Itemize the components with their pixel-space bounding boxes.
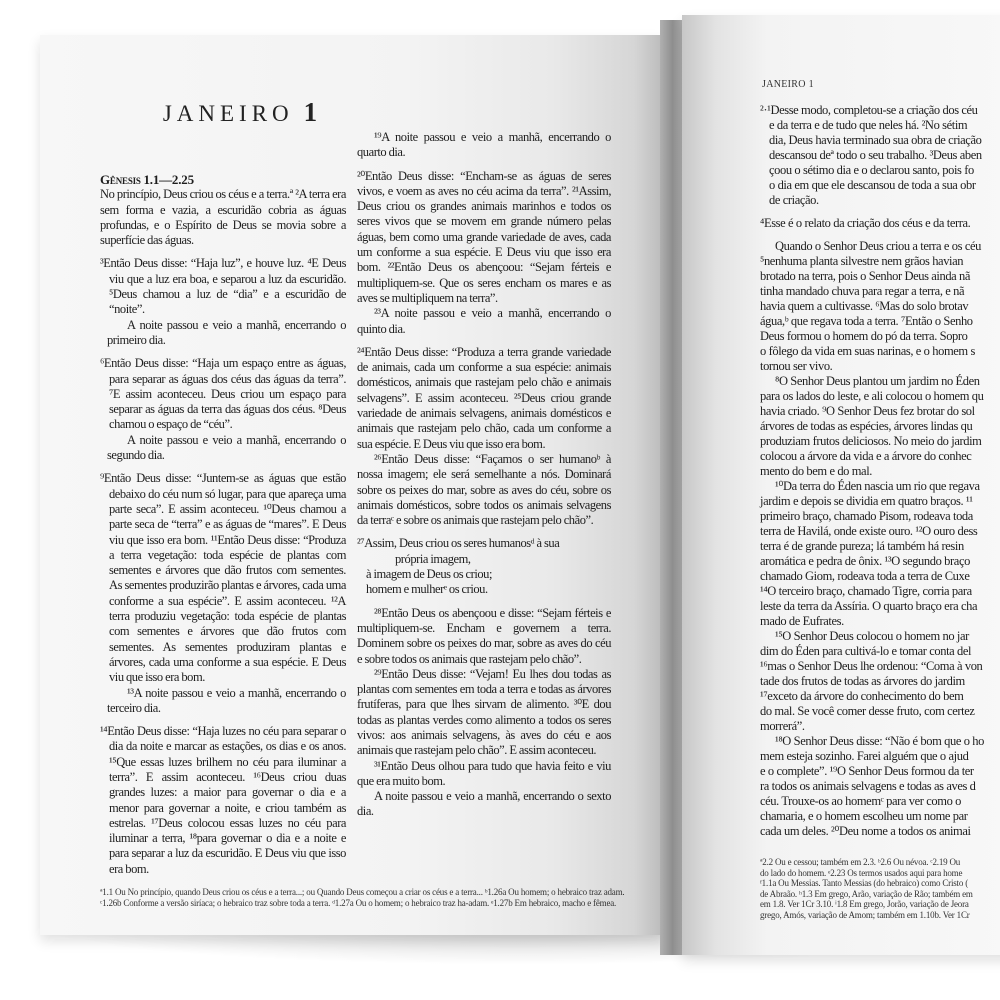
scripture-paragraph: ⁶Então Deus disse: “Haja um espaço entre as águas, para separar as águas dos céus das águas da terra”. ⁷E assim aconteceu. Deus criou um espaço para separar as águas da terra das águas dos céus. ⁸Deus chamou o espaço de “céu”.	[100, 356, 346, 432]
text-line: jardim e depois se dividia em quatro braços. ¹¹	[760, 494, 973, 508]
text-line: ¹⁷exceto da árvore do conhecimento do bem	[760, 689, 964, 703]
left-page	[40, 35, 665, 935]
text-line: çoou o sétimo dia e o declarou santo, pois fo	[769, 163, 974, 177]
scripture-paragraph: ²⁸Então Deus os abençoou e disse: “Sejam férteis e multipliquem-se. Encham e governem a terra. Dominem sobre os peixes do mar, sobre as aves do céu e sobre todos os animais que rastejam pelo chão”.	[357, 605, 611, 666]
footnote-line: grego, Amós, variação de Amom; também em 1.10b. Ver 1Cr	[760, 909, 970, 920]
page-title	[135, 97, 345, 128]
title-day: 1	[303, 97, 318, 127]
text-line: ⁸O Senhor Deus plantou um jardim no Éden	[775, 374, 980, 388]
text-line: chamado Giom, rodeava toda a terra de Cuxe	[760, 569, 970, 583]
text-line: produziam frutos deliciosos. No meio do jardim	[760, 434, 982, 448]
text-line: terra de Havilá, onde existe ouro. ¹²O ouro dess	[760, 524, 978, 538]
scripture-paragraph	[760, 479, 1000, 629]
text-line: o fôlego da vida em suas narinas, e o homem s	[760, 344, 975, 358]
text-line: mem esteja sozinho. Farei alguém que o ajud	[760, 749, 969, 763]
scripture-paragraph	[760, 239, 1000, 374]
scripture-paragraph: ¹³A noite passou e veio a manhã, encerrando o terceiro dia.	[107, 685, 346, 715]
scripture-paragraph: ³Então Deus disse: “Haja luz”, e houve luz. ⁴E Deus viu que a luz era boa, e separou a luz da escuridão. ⁵Deus chamou a luz de “dia” e a escuridão de “noite”.	[100, 256, 346, 317]
text-line: céu. Trouxe-os ao homemᶜ para ver como o	[760, 794, 962, 808]
text-line: de criação.	[769, 193, 819, 207]
scripture-paragraph: ³¹Então Deus olhou para tudo que havia feito e viu que era muito bom.	[357, 758, 611, 788]
footnotes: ª1.1 Ou No princípio, quando Deus criou os céus e a terra...; ou Quando Deus começou a criar os céus e a terra... ᵇ1.26a Ou homem; o hebraico traz adam. ᶜ1.26b Conforme a versão siríaca; o hebraico traz sobre toda a terra. ᵈ1.27a Ou o homem; o hebraico traz ha-adam. ᵉ1.27b Em hebraico, macho e fêmea.	[100, 887, 625, 908]
text-line: para os lados do leste, e ali colocou o homem qu	[760, 389, 984, 403]
scripture-paragraph: ²⁰Então Deus disse: “Encham-se as águas de seres vivos, e voem as aves no céu acima da terra”. ²¹Assim, Deus criou os grandes animais marinhos e todos os seres vivos que se movem em grande número pelas águas, bem como uma grande variedade de aves, cada um conforme a sua espécie. E Deus viu que isso era bom. ²²Então Deus os abençoou: “Sejam férteis e multipliquem-se. Que os seres encham os mares e as aves se multipliquem na terra”.	[357, 168, 611, 305]
scripture-paragraph	[760, 374, 1000, 479]
footnote-line: do lado do homem. ᵉ2.23 Os termos usados aqui para home	[760, 867, 963, 878]
left-column-2	[357, 130, 611, 820]
text-line: mento do bem e do mal.	[760, 464, 873, 478]
text-line: chamaria, e o homem escolheu um nome par	[760, 809, 968, 823]
scripture-paragraph: A noite passou e veio a manhã, encerrando o sexto dia.	[357, 789, 611, 819]
scripture-paragraph: ²⁹Então Deus disse: “Vejam! Eu lhes dou todas as plantas com sementes em toda a terra e todas as árvores frutíferas, para que lhes sirvam de alimento. ³⁰E dou todas as plantas verdes como alimento a todos os seres vivos: aos animais selvagens, às aves do céu e aos animais que rastejam pelo chão”. E assim aconteceu.	[357, 666, 611, 758]
scripture-paragraph: ⁹Então Deus disse: “Juntem-se as águas que estão debaixo do céu num só lugar, para que apareça uma parte seca”. E assim aconteceu. ¹⁰Deus chamou a parte seca de “terra” e as águas de “mares”. E Deus viu que isso era bom. ¹¹Então Deus disse: “Produza a terra vegetação: toda espécie de plantas com sementes e árvores que dão frutos com sementes. As sementes produzirão plantas e árvores, cada uma conforme a sua espécie”. E assim aconteceu. ¹²A terra produziu vegetação: toda espécie de plantas com sementes e árvores que dão frutos com sementes. As sementes produziram plantas e árvores, cada uma conforme a sua espécie. E Deus viu que isso era bom.	[100, 471, 346, 685]
text-line: o dia em que ele descansou de toda a sua obr	[769, 178, 976, 192]
scripture-paragraph	[760, 734, 1000, 839]
scripture-paragraph: ¹⁹A noite passou e veio a manhã, encerrando o quarto dia.	[357, 130, 611, 160]
title-month: JANEIRO	[162, 101, 294, 126]
text-line: do mal. Se você comer desse fruto, com certez	[760, 704, 975, 718]
left-column-1	[100, 172, 346, 877]
text-line: tornou ser vivo.	[760, 359, 833, 373]
footnote-line: em 1.8. Ver 1Cr 3.10. ⁱ1.8 Em grego, Jorão, variação de Jeora	[760, 899, 969, 909]
text-line: dia, Deus havia terminado sua obra de criação	[769, 133, 982, 147]
footnote-line: ᶠ1.1a Ou Messias. Tanto Messias (do hebraico) como Cristo (	[760, 878, 968, 888]
text-line: descansou deª todo o seu trabalho. ³Deus aben	[769, 148, 982, 162]
book-reference: Gênesis 1.1—2.25	[100, 172, 194, 187]
text-line: água,ᵇ que regava toda a terra. ⁷Então o Senho	[760, 314, 973, 328]
text-line: primeiro braço, chamado Pisom, rodeava toda	[760, 509, 973, 523]
text-line: ¹⁶mas o Senhor Deus lhe ordenou: “Coma à von	[760, 659, 983, 673]
text-line: morrerá”.	[760, 719, 805, 733]
right-page	[682, 15, 1000, 955]
text-line: havia quem a cultivasse. ⁶Mas do solo brotav	[760, 299, 969, 313]
text-line: ¹⁸O Senhor Deus disse: “Não é bom que o ho	[775, 734, 984, 748]
scripture-paragraph	[760, 216, 1000, 231]
running-head: JANEIRO 1	[762, 79, 814, 90]
scripture-paragraph	[760, 103, 1000, 208]
text-line: árvores de todas as espécies, árvores lindas qu	[760, 419, 973, 433]
text-line: e o complete”. ¹⁹O Senhor Deus formou da ter	[760, 764, 974, 778]
text-line: Quando o Senhor Deus criou a terra e os céu	[775, 239, 981, 253]
text-line: brotado na terra, pois o Senhor Deus ainda nã	[760, 269, 971, 283]
text-line: Deus formou o homem do pó da terra. Sopro	[760, 329, 968, 343]
text-line: tinha mandado chuva para regar a terra, e nã	[760, 284, 965, 298]
scripture-paragraph	[760, 629, 1000, 734]
scripture-paragraph: ²⁶Então Deus disse: “Façamos o ser humanoᵇ à nossa imagem; ele será semelhante a nós. Dominará sobre os peixes do mar, sobre as aves do céu, sobre os animais domésticos, sobre todos os animais selvagens da terraᶜ e sobre os animais que rastejam pelo chão”.	[357, 451, 611, 528]
text-line: havia criado. ⁹O Senhor Deus fez brotar do sol	[760, 404, 975, 418]
text-line: dim do Éden para cultivá-lo e tomar conta del	[760, 644, 972, 658]
text-line: colocou a árvore da vida e a árvore do conhec	[760, 449, 972, 463]
text-line: ra todos os animais selvagens e todas as aves d	[760, 779, 976, 793]
poetry-line: homem e mulherᵉ os criou.	[366, 582, 488, 597]
scripture-paragraph: ¹⁴Então Deus disse: “Haja luzes no céu para separar o dia da noite e marcar as estações, os dias e os anos. ¹⁵Que essas luzes brilhem no céu para iluminar a terra”. E assim aconteceu. ¹⁶Deus criou duas grandes luzes: a maior para governar o dia e a menor para governar a noite, e criou também as estrelas. ¹⁷Deus colocou essas luzes no céu para iluminar a terra, ¹⁸para governar o dia e a noite e para separar a luz da escuridão. E Deus viu que isso era bom.	[100, 724, 346, 876]
footnote-line: de Abraão. ʰ1.3 Em grego, Arão, variação de Rão; também em	[760, 888, 973, 899]
text-line: e da terra e de tudo que neles há. ²No sétim	[769, 118, 968, 132]
text-line: tade dos frutos de todas as árvores do jardim	[760, 674, 965, 688]
text-line: ⁵nenhuma planta silvestre nem grãos havian	[760, 254, 964, 268]
poetry-line: à imagem de Deus os criou;	[366, 567, 492, 582]
text-line: ¹⁰Da terra do Éden nascia um rio que regava	[775, 479, 980, 493]
poetry-stanza	[357, 536, 611, 597]
text-line: mado de Eufrates.	[760, 614, 844, 628]
poetry-line: própria imagem,	[395, 551, 471, 566]
footnote-line: ª2.2 Ou e cessou; também em 2.3. ᵇ2.6 Ou névoa. ᶜ2.19 Ou	[760, 857, 961, 867]
right-footnotes	[760, 857, 973, 920]
scripture-paragraph: ²³A noite passou e veio a manhã, encerrando o quinto dia.	[357, 306, 611, 336]
text-line: ⁴Esse é o relato da criação dos céus e da terra.	[760, 216, 971, 230]
text-line: leste da terra da Assíria. O quarto braço era cha	[760, 599, 978, 613]
text-line: ¹⁵O Senhor Deus colocou o homem no jar	[775, 629, 969, 643]
scripture-paragraph: A noite passou e veio a manhã, encerrando o segundo dia.	[107, 432, 346, 463]
text-line: ²·¹Desse modo, completou-se a criação dos céu	[760, 103, 978, 117]
poetry-line: ²⁷Assim, Deus criou os seres humanosᵈ à sua	[357, 536, 560, 551]
scripture-paragraph: No princípio, Deus criou os céus e a terra.ª ²A terra era sem forma e vazia, a escuridão cobria as águas profundas, e o Espírito de Deus se movia sobre a superfície das águas.	[100, 187, 346, 248]
text-line: cada um deles. ²⁰Deu nome a todos os animai	[760, 824, 971, 838]
text-line: ¹⁴O terceiro braço, chamado Tigre, corria para	[760, 584, 972, 598]
text-line: terra é de grande pureza; lá também há resin	[760, 539, 964, 553]
right-column	[760, 103, 1000, 839]
scripture-paragraph: ²⁴Então Deus disse: “Produza a terra grande variedade de animais, cada um conforme a sua espécie: animais domésticos, animais que rastejam pelo chão e animais selvagens”. E assim aconteceu. ²⁵Deus criou grande variedade de animais selvagens, animais domésticos e animais que rastejam pelo chão, cada um conforme a sua espécie. E Deus viu que isso era bom.	[357, 344, 611, 451]
scripture-paragraph: A noite passou e veio a manhã, encerrando o primeiro dia.	[107, 317, 346, 347]
text-line: aromática e pedra de ônix. ¹³O segundo braço	[760, 554, 970, 568]
